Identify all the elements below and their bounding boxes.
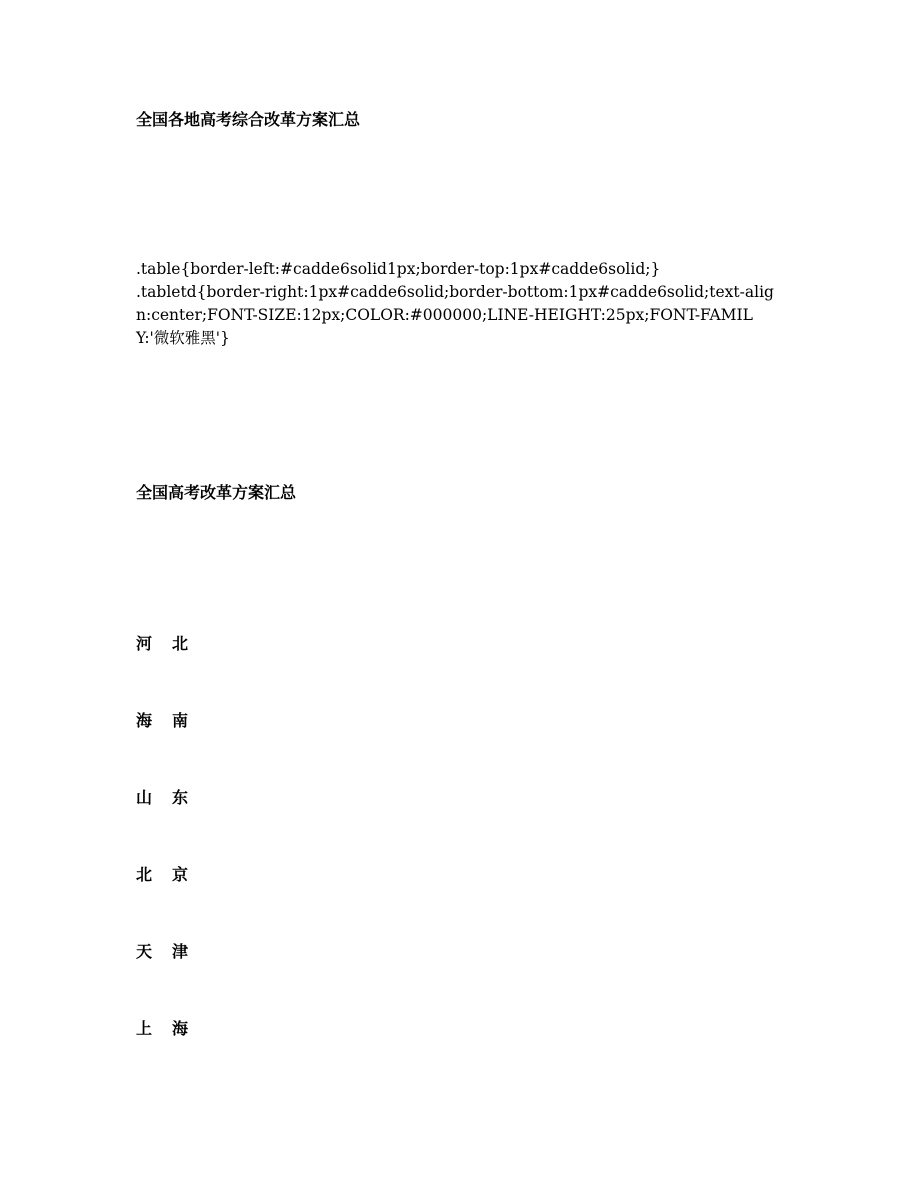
region-heading-hainan: 海南 [136,711,209,730]
region-heading-beijing: 北京 [136,865,209,884]
css-code-text [136,258,776,350]
css-line-1: .table{border-left:#cadde6solid1px;border-top:1px#cadde6solid;} [136,260,661,278]
region-heading-shandong: 山东 [136,788,209,807]
css-line-2: .tabletd{border-right:1px#cadde6solid;border-bottom:1px#cadde6solid;text-align:center;FONT-SIZE:12px;COLOR:#000000;LINE-HEIGHT:25px;FONT-FAMILY:'微软雅黑'} [136,283,774,347]
region-heading-shanghai: 上海 [136,1019,209,1038]
region-heading-tianjin: 天津 [136,942,209,961]
section-title: 全国高考改革方案汇总 [136,483,297,502]
document-title: 全国各地高考综合改革方案汇总 [136,110,361,129]
region-heading-hebei: 河北 [136,634,209,653]
